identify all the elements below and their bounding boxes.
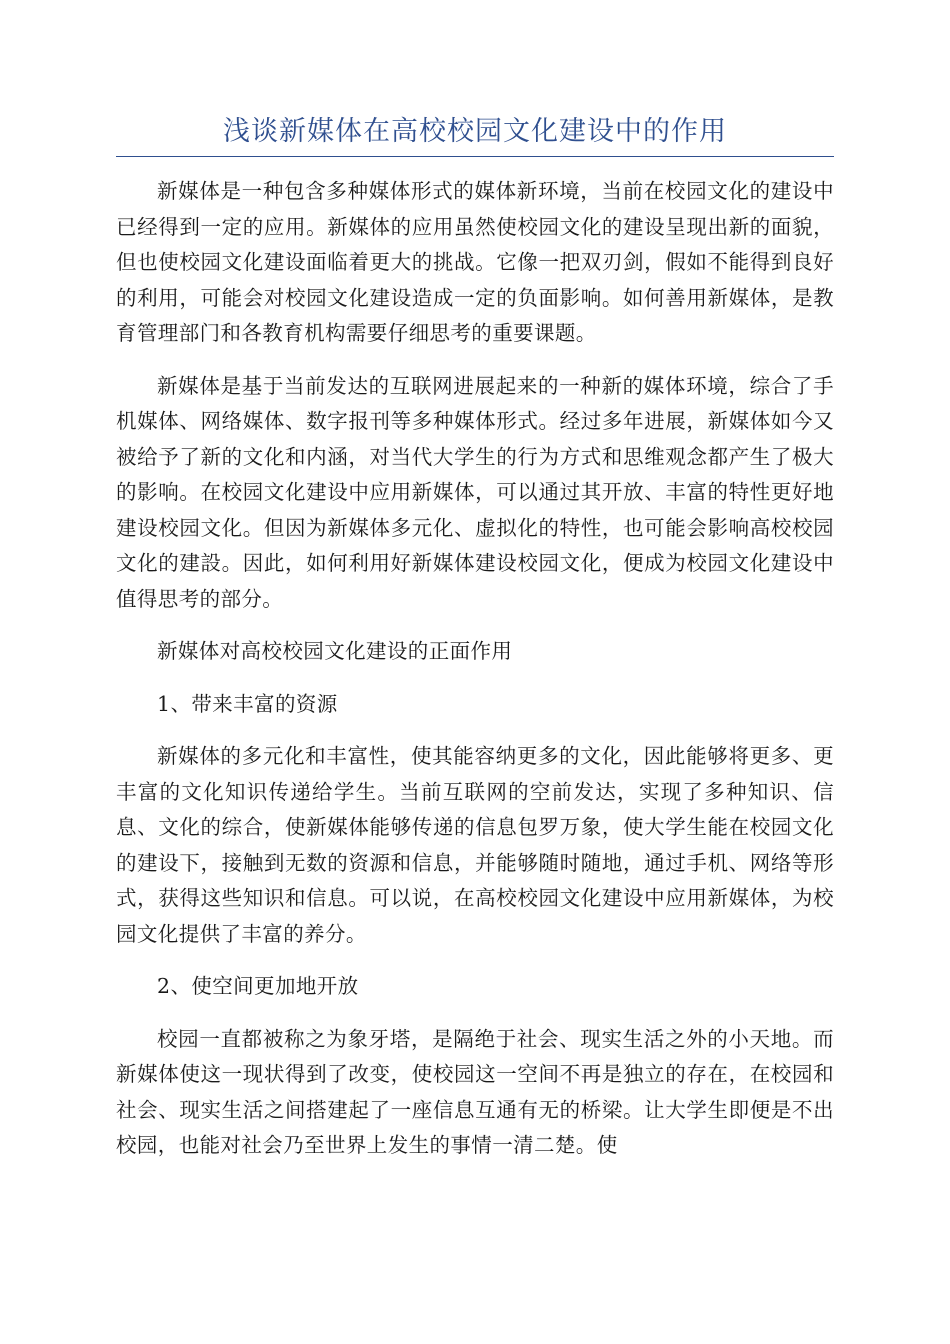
subheading-1: 1、带来丰富的资源 (157, 691, 338, 716)
paragraph-3: 新媒体的多元化和丰富性，使其能容纳更多的文化，因此能够将更多、更丰富的文化知识传递给学生。当前互联网的空前发达，实现了多种知识、信息、文化的综合，使新媒体能够传递的信息包罗万象，使大学生能在校园文化的建设下，接触到无数的资源和信息，并能够随时随地，通过手机、网络等形式，获得这些知识和信息。可以说，在高校校园文化建设中应用新媒体，为校园文化提供了丰富的养分。 (116, 744, 834, 946)
paragraph-2: 新媒体是基于当前发达的互联网进展起来的一种新的媒体环境，综合了手机媒体、网络媒体、数字报刊等多种媒体形式。经过多年进展，新媒体如今又被给予了新的文化和内涵，对当代大学生的行为方式和思维观念都产生了极大的影响。在校园文化建设中应用新媒体，可以通过其开放、丰富的特性更好地建设校园文化。但因为新媒体多元化、虚拟化的特性，也可能会影响高校校园文化的建設。因此，如何利用好新媒体建设校园文化，便成为校园文化建设中值得思考的部分。 (116, 373, 834, 611)
paragraph-1: 新媒体是一种包含多种媒体形式的媒体新环境，当前在校园文化的建设中已经得到一定的应用。新媒体的应用虽然使校园文化的建设呈现出新的面貌，但也使校园文化建设面临着更大的挑战。它像一把双刃剑，假如不能得到良好的利用，可能会对校园文化建设造成一定的负面影响。如何善用新媒体，是教育管理部门和各教育机构需要仔细思考的重要课题。 (116, 179, 834, 345)
paragraph-4: 校园一直都被称之为象牙塔，是隔绝于社会、现实生活之外的小天地。而新媒体使这一现状得到了改变，使校园这一空间不再是独立的存在，在校园和社会、现实生活之间搭建起了一座信息互通有无的桥梁。让大学生即便是不出校园，也能对社会乃至世界上发生的事情一清二楚。使 (116, 1026, 834, 1157)
subheading-2: 2、使空间更加地开放 (157, 974, 359, 998)
title-block (116, 112, 834, 157)
document-body (116, 174, 834, 1181)
document-title: 浅谈新媒体在高校校园文化建设中的作用 (223, 116, 727, 147)
section-heading: 新媒体对高校校园文化建设的正面作用 (157, 639, 513, 663)
